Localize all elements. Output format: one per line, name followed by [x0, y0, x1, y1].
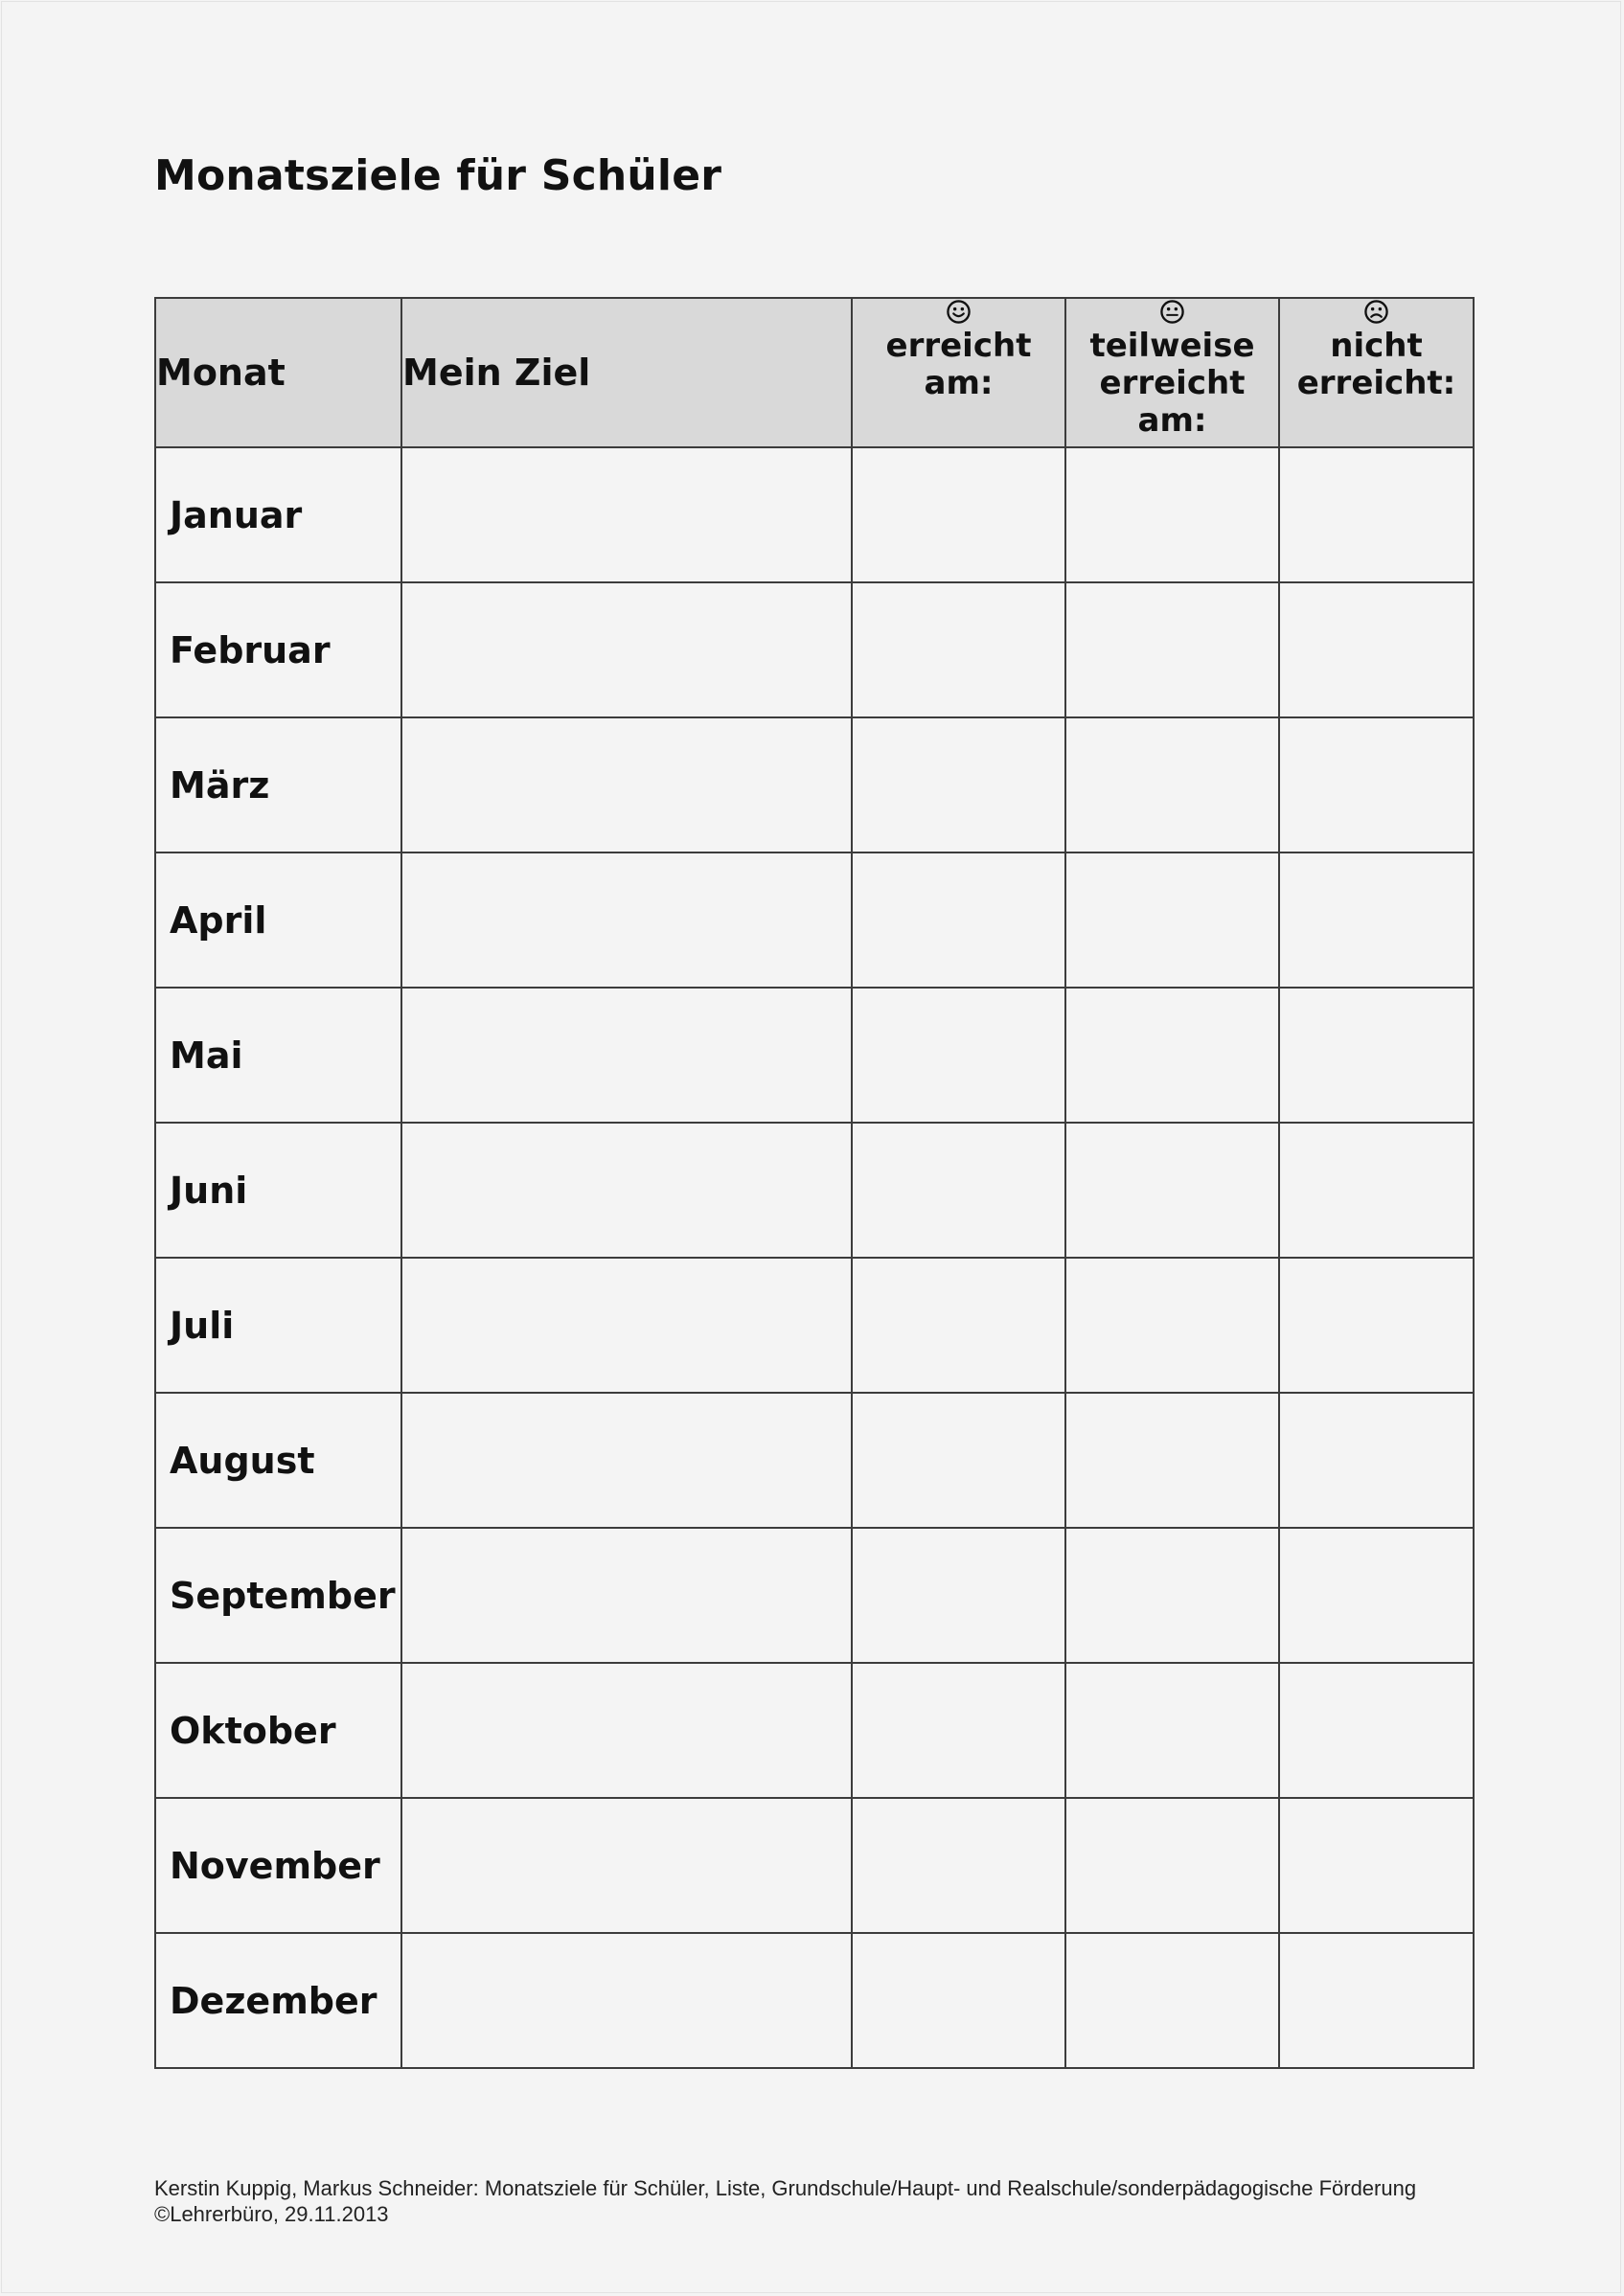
month-label: Mai — [155, 988, 401, 1123]
header-achieved — [852, 298, 1065, 447]
month-label: März — [155, 717, 401, 852]
goal-cell — [401, 447, 852, 582]
table-row — [155, 1528, 1474, 1663]
header-not-achieved-line2: erreicht: — [1296, 364, 1456, 402]
header-month: Monat — [155, 298, 401, 447]
table-row — [155, 1258, 1474, 1393]
goal-cell — [401, 1393, 852, 1528]
partial-cell — [1065, 1258, 1279, 1393]
table-row — [155, 447, 1474, 582]
header-not-achieved — [1279, 298, 1474, 447]
table-header-row — [155, 298, 1474, 447]
partial-cell — [1065, 988, 1279, 1123]
not-achieved-cell — [1279, 988, 1474, 1123]
partial-cell — [1065, 582, 1279, 717]
partial-cell — [1065, 1933, 1279, 2068]
not-achieved-cell — [1279, 1528, 1474, 1663]
goal-cell — [401, 1933, 852, 2068]
table-row — [155, 717, 1474, 852]
goal-cell — [401, 1258, 852, 1393]
month-label: Juni — [155, 1123, 401, 1258]
smiley-neutral-icon — [1159, 299, 1185, 325]
goal-cell — [401, 852, 852, 988]
smiley-sad-icon — [1363, 299, 1389, 325]
partial-cell — [1065, 1528, 1279, 1663]
achieved-cell — [852, 717, 1065, 852]
partial-cell — [1065, 1798, 1279, 1933]
achieved-cell — [852, 1393, 1065, 1528]
month-label: Oktober — [155, 1663, 401, 1798]
not-achieved-cell — [1279, 1798, 1474, 1933]
goal-cell — [401, 1123, 852, 1258]
achieved-cell — [852, 1123, 1065, 1258]
header-partial-line3: am: — [1137, 401, 1207, 440]
not-achieved-cell — [1279, 1393, 1474, 1528]
table-row — [155, 1798, 1474, 1933]
month-label: Dezember — [155, 1933, 401, 2068]
goal-cell — [401, 1798, 852, 1933]
goals-table — [154, 297, 1475, 2069]
not-achieved-cell — [1279, 1933, 1474, 2068]
table-row — [155, 1393, 1474, 1528]
not-achieved-cell — [1279, 1663, 1474, 1798]
month-label: September — [155, 1528, 401, 1663]
achieved-cell — [852, 582, 1065, 717]
header-not-achieved-line1: nicht — [1330, 327, 1423, 365]
partial-cell — [1065, 1123, 1279, 1258]
not-achieved-cell — [1279, 1258, 1474, 1393]
table-row — [155, 1123, 1474, 1258]
table-row — [155, 852, 1474, 988]
goal-cell — [401, 1528, 852, 1663]
header-achieved-line1: erreicht — [885, 327, 1032, 365]
partial-cell — [1065, 852, 1279, 988]
table-row — [155, 1663, 1474, 1798]
header-partial-line1: teilweise — [1089, 327, 1255, 365]
achieved-cell — [852, 988, 1065, 1123]
achieved-cell — [852, 1663, 1065, 1798]
month-label: April — [155, 852, 401, 988]
achieved-cell — [852, 1258, 1065, 1393]
partial-cell — [1065, 1393, 1279, 1528]
footer-line-copyright: ©Lehrerbüro, 29.11.2013 — [154, 2202, 389, 2226]
not-achieved-cell — [1279, 447, 1474, 582]
achieved-cell — [852, 447, 1065, 582]
table-row — [155, 582, 1474, 717]
header-achieved-line2: am: — [924, 364, 994, 402]
achieved-cell — [852, 1933, 1065, 2068]
table-row — [155, 1933, 1474, 2068]
goal-cell — [401, 582, 852, 717]
achieved-cell — [852, 1798, 1065, 1933]
month-label: Juli — [155, 1258, 401, 1393]
goal-cell — [401, 717, 852, 852]
achieved-cell — [852, 1528, 1065, 1663]
partial-cell — [1065, 447, 1279, 582]
month-label: August — [155, 1393, 401, 1528]
not-achieved-cell — [1279, 582, 1474, 717]
partial-cell — [1065, 717, 1279, 852]
footer-line-authors: Kerstin Kuppig, Markus Schneider: Monatsziele für Schüler, Liste, Grundschule/Haupt- und Realschule/sonderpädagogische Förderung — [154, 2176, 1417, 2200]
month-label: Februar — [155, 582, 401, 717]
partial-cell — [1065, 1663, 1279, 1798]
header-goal: Mein Ziel — [401, 298, 852, 447]
table-row — [155, 988, 1474, 1123]
not-achieved-cell — [1279, 852, 1474, 988]
month-label: Januar — [155, 447, 401, 582]
footer-credits — [154, 2175, 1416, 2227]
not-achieved-cell — [1279, 717, 1474, 852]
page-title: Monatsziele für Schüler — [154, 151, 722, 200]
smiley-happy-icon — [946, 299, 972, 325]
goal-cell — [401, 1663, 852, 1798]
header-partial — [1065, 298, 1279, 447]
achieved-cell — [852, 852, 1065, 988]
month-label: November — [155, 1798, 401, 1933]
not-achieved-cell — [1279, 1123, 1474, 1258]
goal-cell — [401, 988, 852, 1123]
header-partial-line2: erreicht — [1099, 364, 1246, 402]
